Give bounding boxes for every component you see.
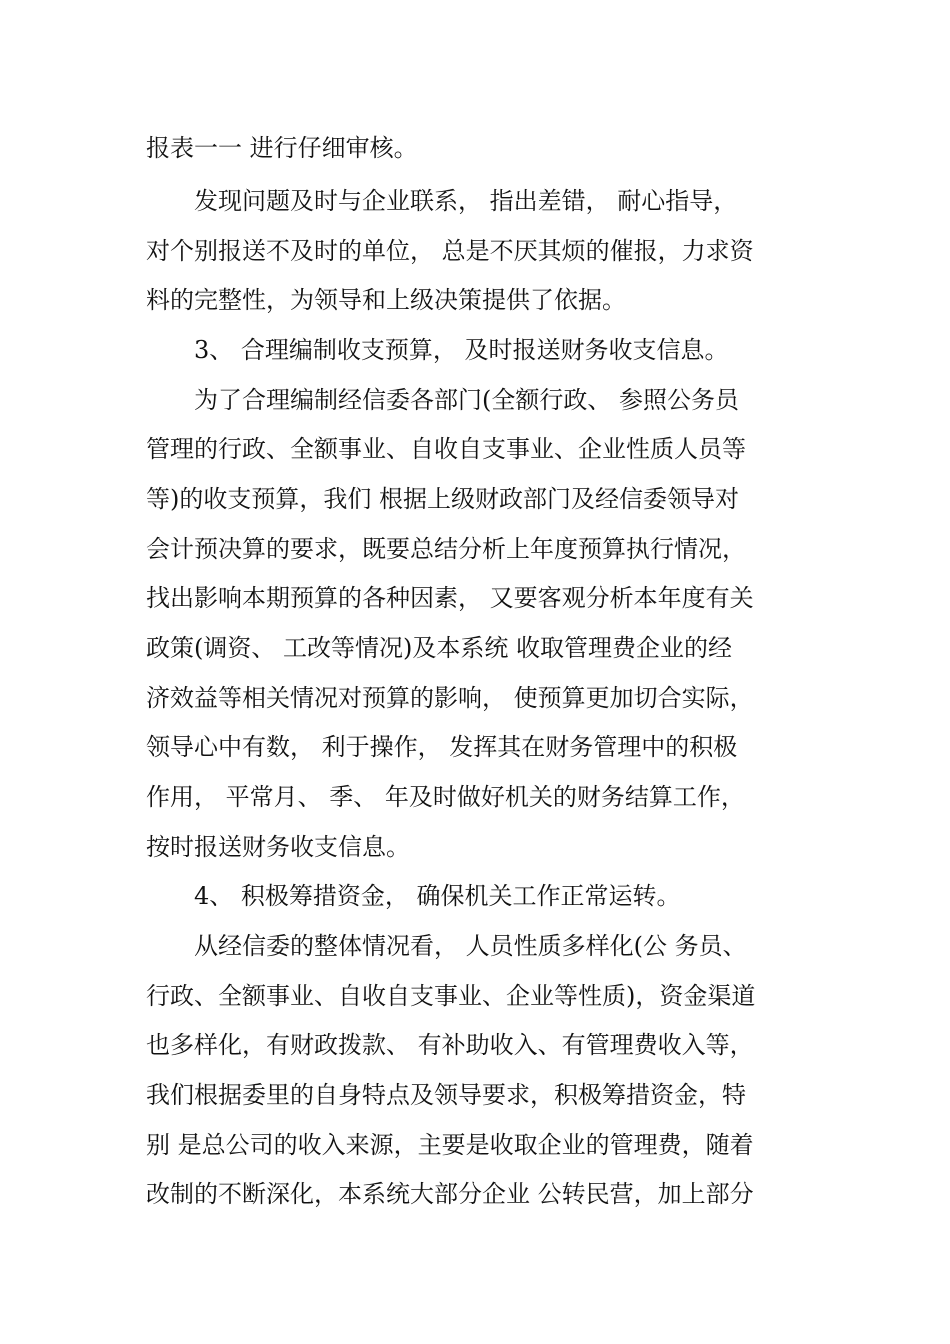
text-line: 对个别报送不及时的单位， 总是不厌其烦的催报，力求资 xyxy=(146,237,754,265)
text-line: 等)的收支预算，我们 根据上级财政部门及经信委领导对 xyxy=(146,485,739,513)
text-line: 也多样化，有财政拨款、 有补助收入、有管理费收入等， xyxy=(146,1031,754,1059)
text-line: 济效益等相关情况对预算的影响， 使预算更加切合实际， xyxy=(146,684,754,712)
text-line: 领导心中有数， 利于操作， 发挥其在财务管理中的积极 xyxy=(146,733,738,761)
text-line: 改制的不断深化，本系统大部分企业 公转民营，加上部分 xyxy=(146,1180,754,1208)
text-line: 找出影响本期预算的各种因素， 又要客观分析本年度有关 xyxy=(146,584,754,612)
text-line: 政策(调资、 工改等情况)及本系统 收取管理费企业的经 xyxy=(146,634,732,662)
section-heading-4: 4、 积极筹措资金， 确保机关工作正常运转。 xyxy=(194,882,681,910)
text-line: 作用， 平常月、 季、 年及时做好机关的财务结算工作， xyxy=(146,783,745,811)
text-line: 会计预决算的要求，既要总结分析上年度预算执行情况， xyxy=(146,535,746,563)
section-heading-3: 3、 合理编制收支预算， 及时报送财务收支信息。 xyxy=(194,336,729,364)
paragraph-first-line: 为了合理编制经信委各部门(全额行政、 参照公务员 xyxy=(194,386,739,414)
text-line: 管理的行政、全额事业、自收自支事业、企业性质人员等 xyxy=(146,435,746,463)
text-line: 按时报送财务收支信息。 xyxy=(146,833,410,861)
paragraph-first-line: 发现问题及时与企业联系， 指出差错， 耐心指导， xyxy=(194,187,738,215)
paragraph-first-line: 从经信委的整体情况看， 人员性质多样化(公 务员、 xyxy=(194,932,747,960)
text-line: 别 是总公司的收入来源，主要是收取企业的管理费，随着 xyxy=(146,1131,754,1159)
text-line: 料的完整性，为领导和上级决策提供了依据。 xyxy=(146,286,626,314)
text-line: 行政、全额事业、自收自支事业、企业等性质)，资金渠道 xyxy=(146,982,756,1010)
text-line: 我们根据委里的自身特点及领导要求，积极筹措资金，特 xyxy=(146,1081,746,1109)
text-line: 报表一一 进行仔细审核。 xyxy=(146,134,418,162)
